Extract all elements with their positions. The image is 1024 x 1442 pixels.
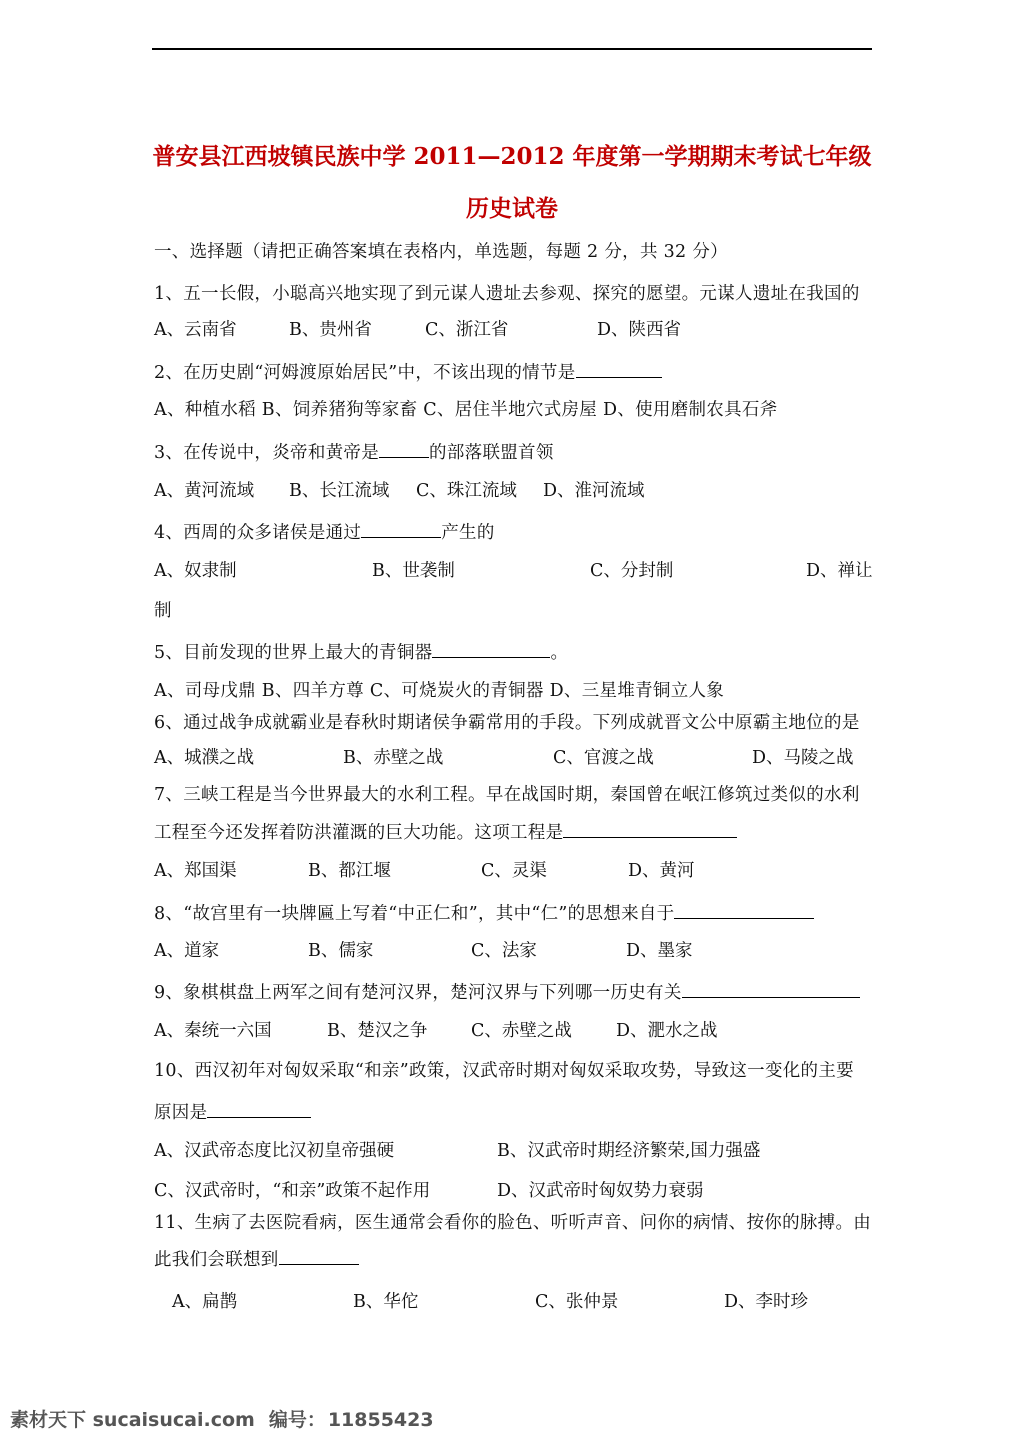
q3-option-a: A、黄河流域: [154, 481, 255, 501]
q7-option-b: B、都江堰: [308, 861, 391, 881]
question-7-line2: [154, 819, 874, 845]
q10-option-a: A、汉武帝态度比汉初皇帝强硬: [154, 1141, 395, 1161]
question-4: [154, 519, 874, 545]
answer-blank: [563, 819, 737, 838]
q4-option-d: D、禅让: [806, 561, 873, 581]
question-11-line2: [154, 1246, 874, 1272]
answer-blank: [576, 359, 662, 378]
q11-option-b: B、华佗: [353, 1292, 419, 1312]
answer-blank: [432, 639, 550, 658]
q9-option-a: A、秦统一六国: [154, 1021, 272, 1041]
q3-option-c: C、珠江流域: [416, 481, 517, 501]
question-3-stem-b: 的部落联盟首领: [429, 443, 554, 463]
question-3: [154, 439, 874, 465]
answer-blank: [361, 519, 441, 538]
q9-option-c: C、赤壁之战: [471, 1021, 572, 1041]
q7-option-c: C、灵渠: [481, 861, 547, 881]
watermark-id-value: 11855423: [327, 1409, 434, 1431]
answer-blank: [279, 1246, 359, 1265]
q3-option-d: D、淮河流域: [543, 481, 645, 501]
q6-option-b: B、赤壁之战: [343, 748, 444, 768]
q11-option-d: D、李时珍: [724, 1292, 809, 1312]
answer-blank: [674, 900, 814, 919]
question-11-stem: 11、生病了去医院看病，医生通常会看你的脸色、听听声音、问你的病情、按你的脉搏。由: [154, 1213, 872, 1233]
question-7-stem2: 工程至今还发挥着防洪灌溉的巨大功能。这项工程是: [154, 823, 564, 843]
q11-option-a: A、扁鹊: [172, 1292, 238, 1312]
question-4-stem-b: 产生的: [441, 523, 495, 543]
q6-option-d: D、马陵之战: [752, 748, 854, 768]
answer-blank: [379, 439, 429, 458]
q4-option-c: C、分封制: [590, 561, 674, 581]
q7-option-d: D、黄河: [628, 861, 695, 881]
q8-option-a: A、道家: [154, 941, 220, 961]
answer-blank: [682, 979, 860, 998]
question-10-line2: [154, 1099, 874, 1125]
q6-option-a: A、城濮之战: [154, 748, 255, 768]
q10-option-b: B、汉武帝时期经济繁荣,国力强盛: [497, 1141, 761, 1161]
header-rule: [152, 48, 872, 50]
watermark-site: 素材天下 sucaisucai.com: [10, 1409, 255, 1431]
question-2: [154, 359, 874, 385]
section-heading: 一、选择题（请把正确答案填在表格内，单选题，每题 2 分，共 32 分）: [154, 242, 728, 262]
question-8: [154, 900, 874, 926]
watermark-id-label: 编号：: [268, 1409, 326, 1431]
question-5-end: 。: [550, 643, 569, 663]
question-9-stem: 9、象棋棋盘上两军之间有楚河汉界，楚河汉界与下列哪一历史有关: [154, 983, 682, 1003]
q4-option-a: A、奴隶制: [154, 561, 237, 581]
question-10-stem: 10、西汉初年对匈奴采取“和亲”政策，汉武帝时期对匈奴采取攻势，导致这一变化的主要: [154, 1061, 854, 1081]
answer-blank: [207, 1099, 311, 1118]
q1-option-b: B、贵州省: [289, 320, 372, 340]
question-9: [154, 979, 874, 1005]
question-10-stem2: 原因是: [154, 1103, 208, 1123]
q5-options: A、司母戊鼎 B、四羊方尊 C、可烧炭火的青铜器 D、三星堆青铜立人象: [154, 681, 725, 701]
q8-option-b: B、儒家: [308, 941, 374, 961]
q7-option-a: A、郑国渠: [154, 861, 237, 881]
q10-option-d: D、汉武帝时匈奴势力衰弱: [497, 1181, 704, 1201]
q6-option-c: C、官渡之战: [553, 748, 654, 768]
q1-option-a: A、云南省: [154, 320, 237, 340]
q1-option-d: D、陕西省: [597, 320, 682, 340]
question-2-stem: 2、在历史剧“河姆渡原始居民”中，不该出现的情节是: [154, 363, 576, 383]
question-11-stem2: 此我们会联想到: [154, 1250, 279, 1270]
q11-option-c: C、张仲景: [535, 1292, 619, 1312]
q8-option-c: C、法家: [471, 941, 537, 961]
q2-options: A、种植水稻 B、饲养猪狗等家畜 C、居住半地穴式房屋 D、使用磨制农具石斧: [154, 400, 778, 420]
q9-option-d: D、淝水之战: [616, 1021, 718, 1041]
question-7-stem: 7、三峡工程是当今世界最大的水利工程。早在战国时期，秦国曾在岷江修筑过类似的水利: [154, 785, 860, 805]
question-5-stem: 5、目前发现的世界上最大的青铜器: [154, 643, 433, 663]
q4-option-d-wrap: 制: [154, 601, 172, 621]
question-5: [154, 639, 874, 665]
question-8-stem: 8、“故宫里有一块牌匾上写着“中正仁和”，其中“仁”的思想来自于: [154, 904, 675, 924]
q1-option-c: C、浙江省: [425, 320, 509, 340]
question-6-stem: 6、通过战争成就霸业是春秋时期诸侯争霸常用的手段。下列成就晋文公中原霸主地位的是: [154, 713, 860, 733]
question-3-stem-a: 3、在传说中，炎帝和黄帝是: [154, 443, 380, 463]
q8-option-d: D、墨家: [626, 941, 693, 961]
q9-option-b: B、楚汉之争: [327, 1021, 428, 1041]
exam-title-line1: 普安县江西坡镇民族中学 2011—2012 年度第一学期期末考试七年级: [152, 143, 872, 170]
q10-option-c: C、汉武帝时，“和亲”政策不起作用: [154, 1181, 431, 1201]
exam-title-line2: 历史试卷: [466, 195, 558, 222]
q3-option-b: B、长江流域: [289, 481, 390, 501]
question-1-stem: 1、五一长假，小聪高兴地实现了到元谋人遗址去参观、探究的愿望。元谋人遗址在我国的: [154, 284, 860, 304]
question-4-stem-a: 4、西周的众多诸侯是通过: [154, 523, 362, 543]
q4-option-b: B、世袭制: [372, 561, 455, 581]
watermark: [10, 1405, 448, 1432]
